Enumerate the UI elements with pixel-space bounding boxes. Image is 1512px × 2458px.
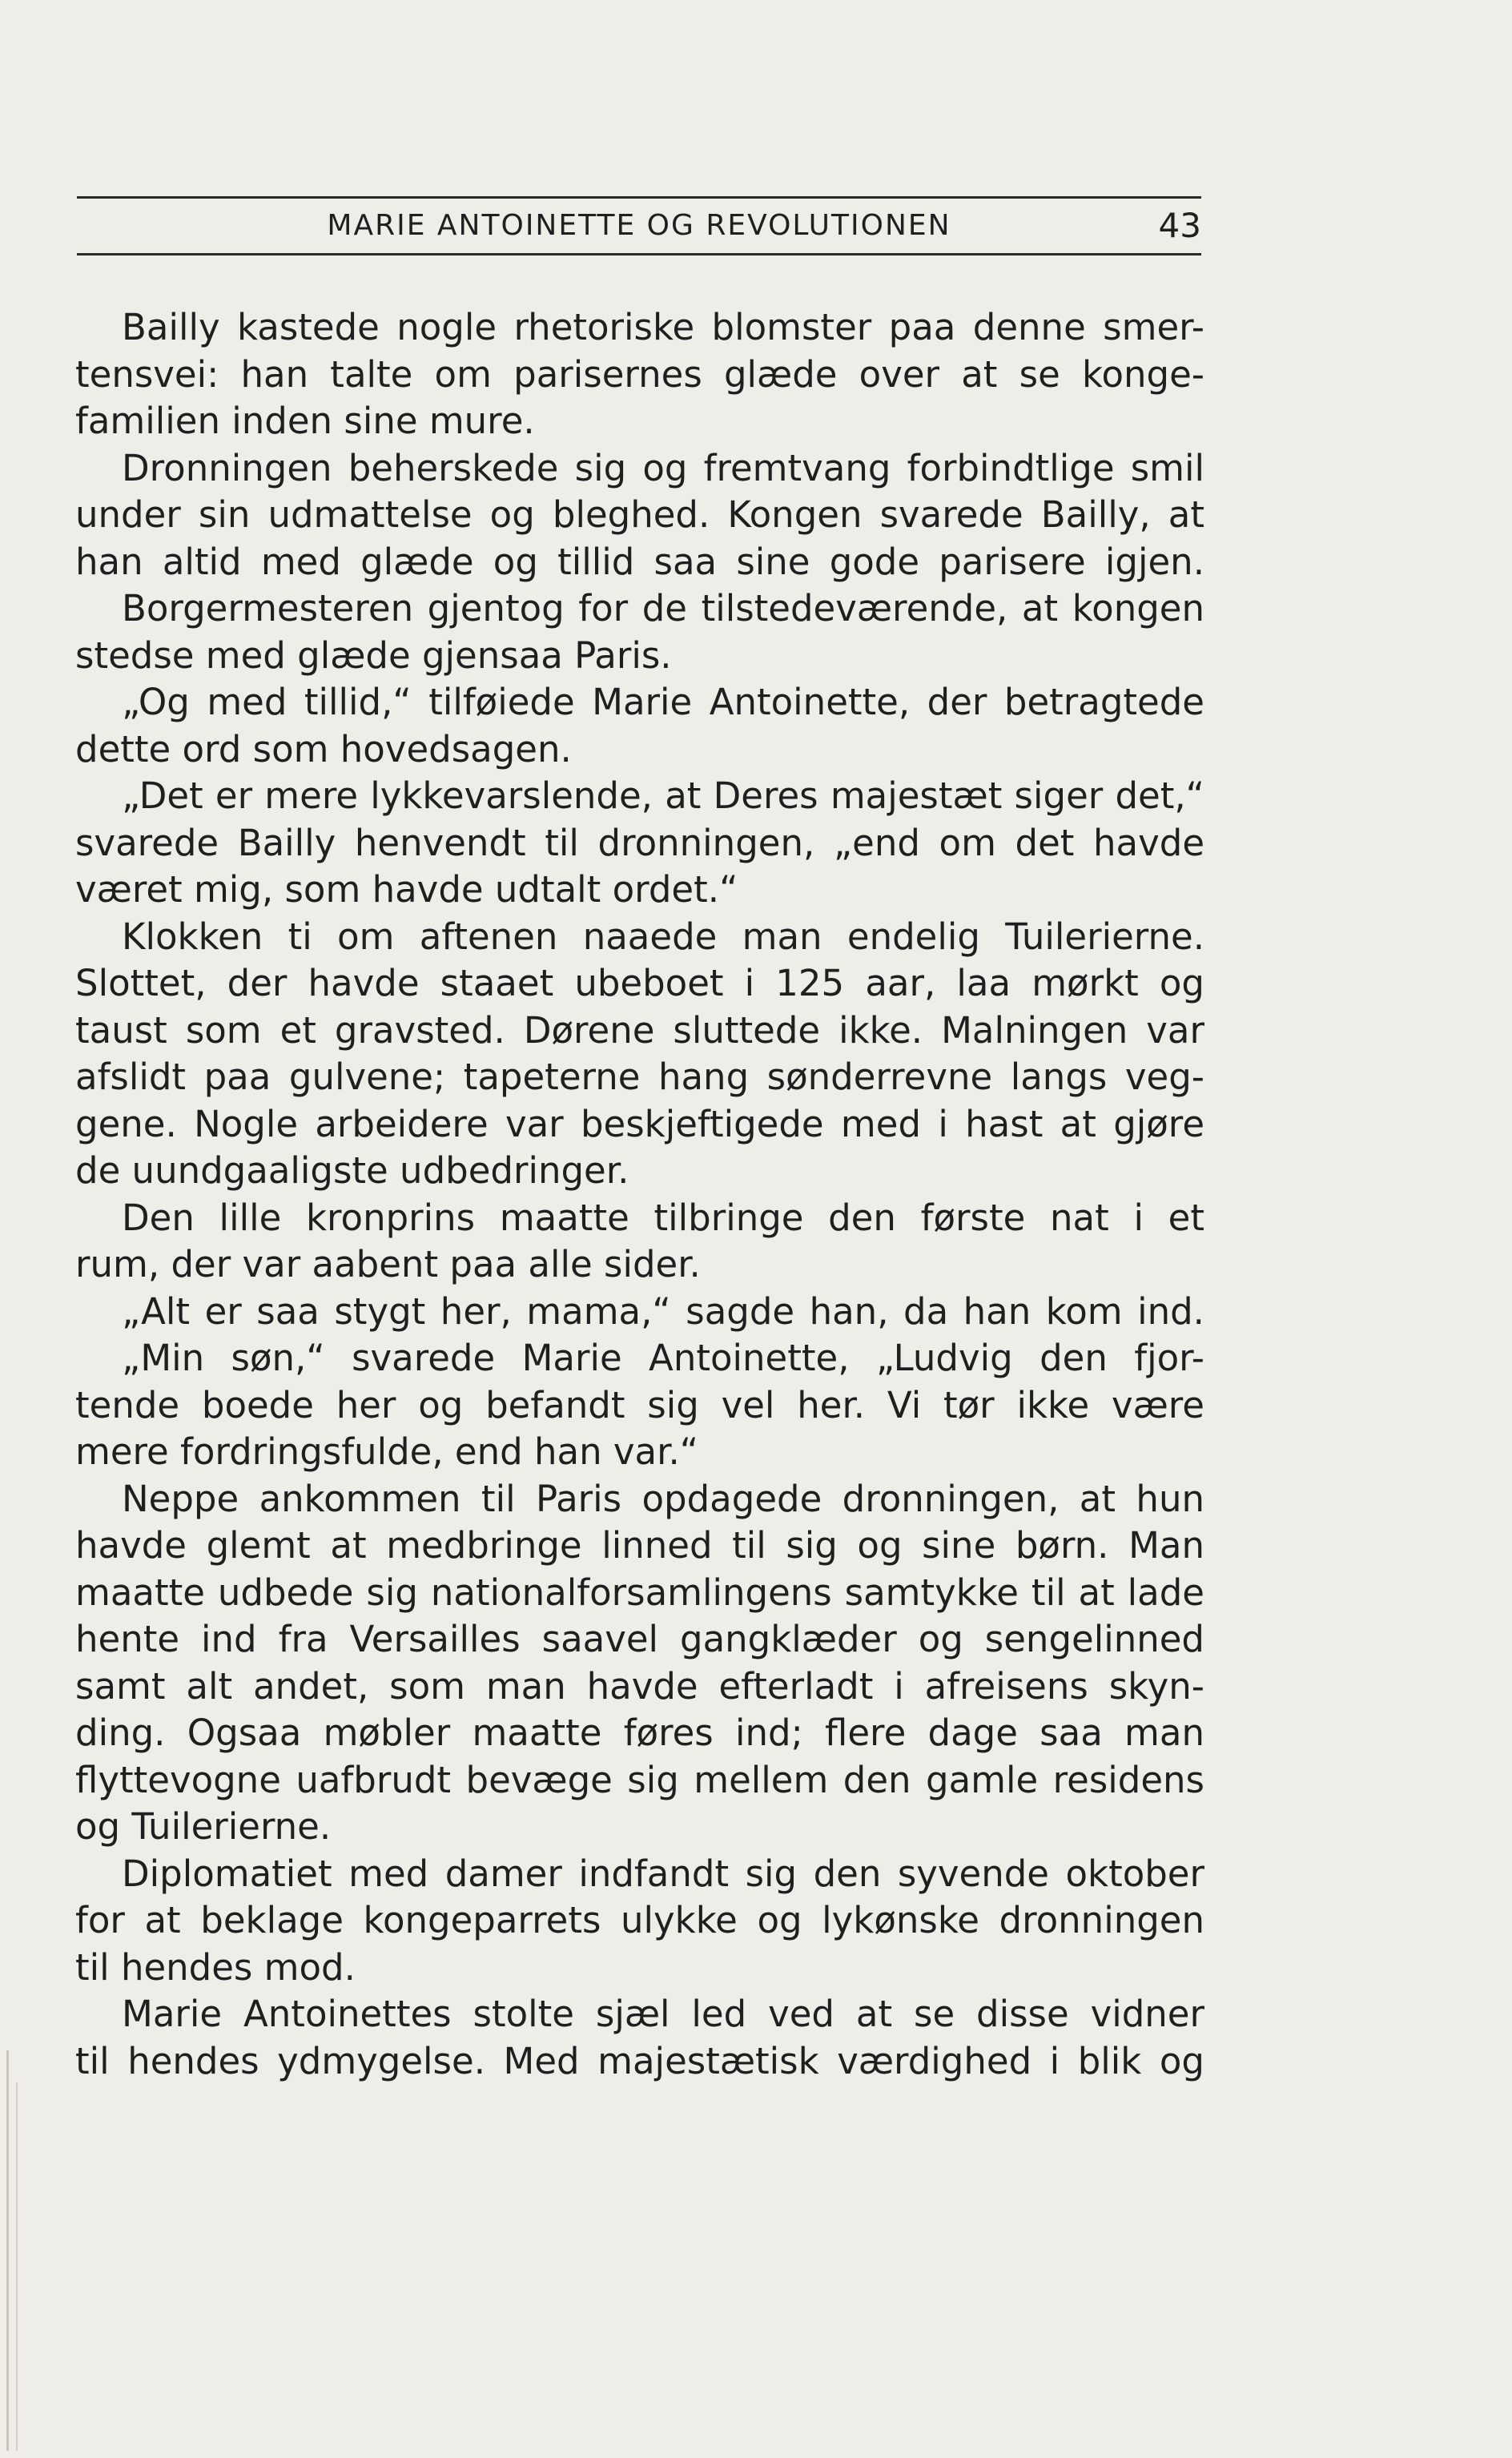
text-line: han altid med glæde og tillid saa sine gode parisere igjen.	[75, 540, 1204, 583]
text-line: Slottet, der havde staaet ubeboet i 125 aar, laa mørkt og	[75, 962, 1204, 1004]
text-line: afslidt paa gulvene; tapeterne hang sønderrevne langs veg-	[75, 1056, 1204, 1098]
binding-gutter-mark	[6, 2050, 9, 2451]
text-line: Diplomatiet med damer indfandt sig den syvende oktober	[122, 1852, 1204, 1895]
text-line: „Alt er saa stygt her, mama,“ sagde han, da han kom ind.	[122, 1289, 1204, 1333]
binding-gutter-mark	[16, 2082, 18, 2451]
text-line: og Tuilerierne.	[75, 1805, 332, 1848]
text-line: Marie Antoinettes stolte sjæl led ved at se disse vidner	[122, 1993, 1204, 2035]
text-line: „Og med tillid,“ tilføiede Marie Antoinette, der betragtede	[122, 681, 1204, 723]
text-line: „Det er mere lykkevarslende, at Deres majestæt siger det,“	[122, 774, 1204, 817]
text-line: Bailly kastede nogle rhetoriske blomster paa denne smer-	[122, 306, 1204, 348]
text-line: for at beklage kongeparrets ulykke og lykønske dronningen	[75, 1899, 1204, 1941]
text-line: Dronningen beherskede sig og fremtvang forbindtlige smil	[122, 446, 1204, 489]
text-line: tende boede her og befandt sig vel her. Vi tør ikke være	[75, 1383, 1204, 1426]
text-line: „Min søn,“ svarede Marie Antoinette, „Ludvig den fjor-	[122, 1337, 1204, 1379]
text-line: de uundgaaligste udbedringer.	[75, 1149, 629, 1192]
text-line: maatte udbede sig nationalforsamlingens samtykke til at lade	[75, 1571, 1204, 1614]
text-line: gene. Nogle arbeidere var beskjeftigede med i hast at gjøre	[75, 1102, 1204, 1145]
text-line: Borgermesteren gjentog for de tilstedeværende, at kongen	[122, 587, 1204, 630]
text-line: mere fordringsfulde, end han var.“	[75, 1430, 699, 1473]
text-line: rum, der var aabent paa alle sider.	[75, 1243, 701, 1285]
text-line: under sin udmattelse og bleghed. Kongen svarede Bailly, at	[75, 493, 1204, 536]
text-line: til hendes ydmygelse. Med majestætisk værdighed i blik og	[75, 2039, 1204, 2082]
text-line: taust som et gravsted. Dørene sluttede ikke. Malningen var	[75, 1008, 1204, 1052]
text-line: hente ind fra Versailles saavel gangklæder og sengelinned	[75, 1618, 1204, 1660]
text-line: havde glemt at medbringe linned til sig og sine børn. Man	[75, 1524, 1204, 1567]
text-line: været mig, som havde udtalt ordet.“	[75, 868, 738, 911]
running-title: MARIE ANTOINETTE OG REVOLUTIONEN	[327, 209, 951, 242]
text-line: samt alt andet, som man havde efterladt i afreisens skyn-	[75, 1664, 1204, 1708]
header-rule-bottom	[77, 253, 1201, 255]
body-text	[75, 304, 1204, 2085]
header-rule-top	[77, 196, 1201, 199]
text-line: Den lille kronprins maatte tilbringe den første nat i et	[122, 1196, 1204, 1239]
text-line: dette ord som hovedsagen.	[75, 727, 572, 770]
text-line: ding. Ogsaa møbler maatte føres ind; flere dage saa man	[75, 1712, 1204, 1754]
text-line: til hendes mod.	[75, 1945, 356, 1989]
text-line: tensvei: han talte om parisernes glæde over at se konge-	[75, 352, 1204, 396]
text-line: familien inden sine mure.	[75, 400, 535, 442]
text-line: stedse med glæde gjensaa Paris.	[75, 634, 672, 677]
text-line: svarede Bailly henvendt til dronningen, „end om det havde	[75, 821, 1204, 864]
text-line: Neppe ankommen til Paris opdagede dronningen, at hun	[122, 1477, 1204, 1520]
running-head	[77, 203, 1201, 251]
text-line: Klokken ti om aftenen naaede man endelig Tuilerierne.	[122, 915, 1204, 958]
page-number: 43	[1158, 206, 1201, 245]
text-line: flyttevogne uafbrudt bevæge sig mellem den gamle residens	[75, 1758, 1204, 1801]
